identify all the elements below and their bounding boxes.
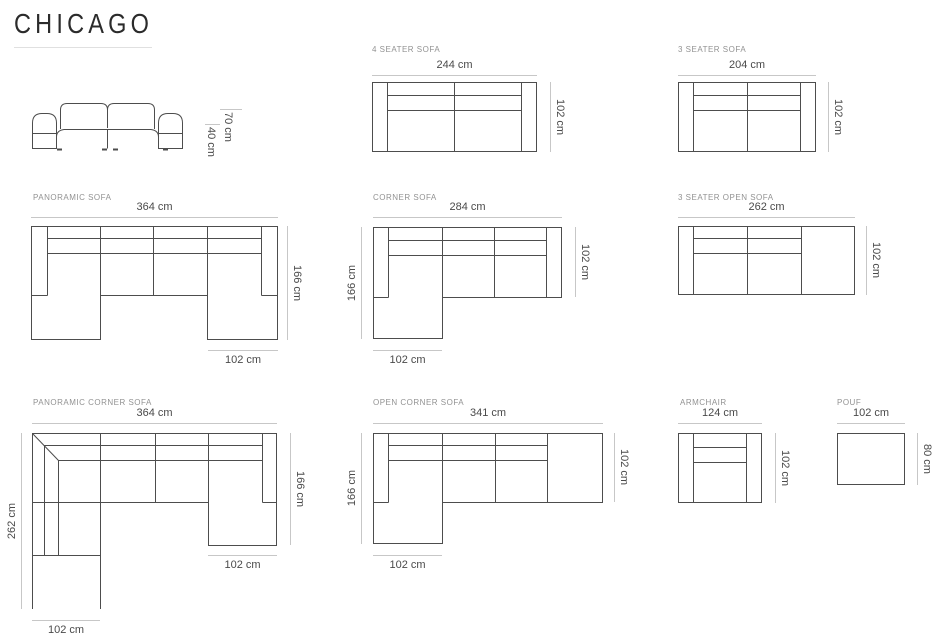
dim-width: 284 cm [373, 201, 562, 218]
dimension-line [866, 226, 867, 295]
dimension-line [32, 620, 100, 621]
top-view-drawing [372, 82, 537, 152]
dim-depth: 102 cm [775, 433, 791, 503]
dimension-line [373, 423, 603, 424]
outline [374, 228, 562, 339]
dimension-line [208, 555, 277, 556]
back-cushion-right [108, 104, 155, 130]
dimension-line [208, 350, 278, 351]
top-view-drawing [31, 226, 278, 340]
product-label: CORNER SOFA [373, 193, 437, 202]
dim-width: 124 cm [678, 407, 762, 424]
top-view-drawing [32, 433, 277, 609]
dimension-line [372, 75, 537, 76]
dim-width: 364 cm [31, 201, 278, 218]
dim-width: 204 cm [678, 59, 816, 76]
outline [32, 227, 278, 340]
outline [33, 434, 277, 610]
product-label: OPEN CORNER SOFA [373, 398, 465, 407]
dimension-line [32, 423, 277, 424]
dimension-line [373, 217, 562, 218]
dimension-line [21, 433, 22, 609]
product-label: 3 SEATER SOFA [678, 45, 747, 54]
product-label: PANORAMIC CORNER SOFA [33, 398, 152, 407]
dimension-tick-seat-height [205, 124, 220, 125]
dimension-tick-total-height [220, 109, 242, 110]
corner-diagonal [33, 434, 59, 461]
top-view-drawing [373, 227, 562, 339]
top-view-drawing [678, 433, 762, 503]
outline [374, 434, 603, 544]
dim-width: 341 cm [373, 407, 603, 424]
armrest-left [33, 114, 57, 149]
top-view-drawing [678, 82, 816, 152]
dim-chaise-width: 102 cm [373, 555, 442, 572]
dimension-line [361, 433, 362, 544]
dimension-line [828, 82, 829, 152]
top-view-drawing [678, 226, 855, 295]
back-cushion-left [61, 104, 108, 130]
dim-width: 244 cm [372, 59, 537, 76]
dim-left-chaise-width: 102 cm [32, 620, 100, 637]
sofa-front-view-drawing [30, 97, 185, 152]
dim-right-chaise-width: 102 cm [208, 555, 277, 572]
dimension-line [287, 226, 288, 340]
product-label: POUF [837, 398, 862, 407]
dim-width: 364 cm [32, 407, 277, 424]
dimension-line [678, 217, 855, 218]
dim-left-depth: 166 cm [346, 433, 362, 544]
dim-depth: 102 cm [550, 82, 566, 152]
dimension-line [550, 82, 551, 152]
outline [679, 434, 762, 503]
dimension-line [290, 433, 291, 545]
dimension-line [678, 423, 762, 424]
dim-seat-height: 40 cm [205, 127, 217, 157]
outline [679, 227, 855, 295]
dim-left-depth: 262 cm [6, 433, 22, 609]
dim-total-height: 70 cm [222, 112, 234, 142]
product-label: 3 SEATER OPEN SOFA [678, 193, 774, 202]
dimension-line [775, 433, 776, 503]
dim-depth: 80 cm [917, 433, 933, 485]
dimension-line [373, 350, 442, 351]
dimension-line [575, 227, 576, 297]
dim-chaise-width: 102 cm [208, 350, 278, 367]
dim-total-depth: 166 cm [287, 226, 303, 340]
dim-depth: 102 cm [614, 433, 630, 502]
dim-chaise-width: 102 cm [373, 350, 442, 367]
dimension-line [837, 423, 905, 424]
armrest-right [159, 114, 183, 149]
dimension-line [678, 75, 816, 76]
dimension-line [373, 555, 442, 556]
top-view-drawing [837, 433, 905, 485]
dim-total-depth: 166 cm [346, 227, 362, 339]
dimension-line [917, 433, 918, 485]
dimension-line [614, 433, 615, 502]
dim-depth: 102 cm [866, 226, 882, 295]
product-label: 4 SEATER SOFA [372, 45, 441, 54]
page-title: CHICAGO [14, 8, 154, 39]
dimension-line [361, 227, 362, 339]
dim-right-depth: 166 cm [290, 433, 306, 545]
dim-width: 262 cm [678, 201, 855, 218]
title-underline [14, 47, 152, 48]
dimension-line [31, 217, 278, 218]
product-label: ARMCHAIR [680, 398, 727, 407]
product-label: PANORAMIC SOFA [33, 193, 112, 202]
dim-width: 102 cm [837, 407, 905, 424]
top-view-drawing [373, 433, 603, 544]
outline [838, 434, 905, 485]
dim-depth: 102 cm [828, 82, 844, 152]
dim-depth: 102 cm [575, 227, 591, 297]
